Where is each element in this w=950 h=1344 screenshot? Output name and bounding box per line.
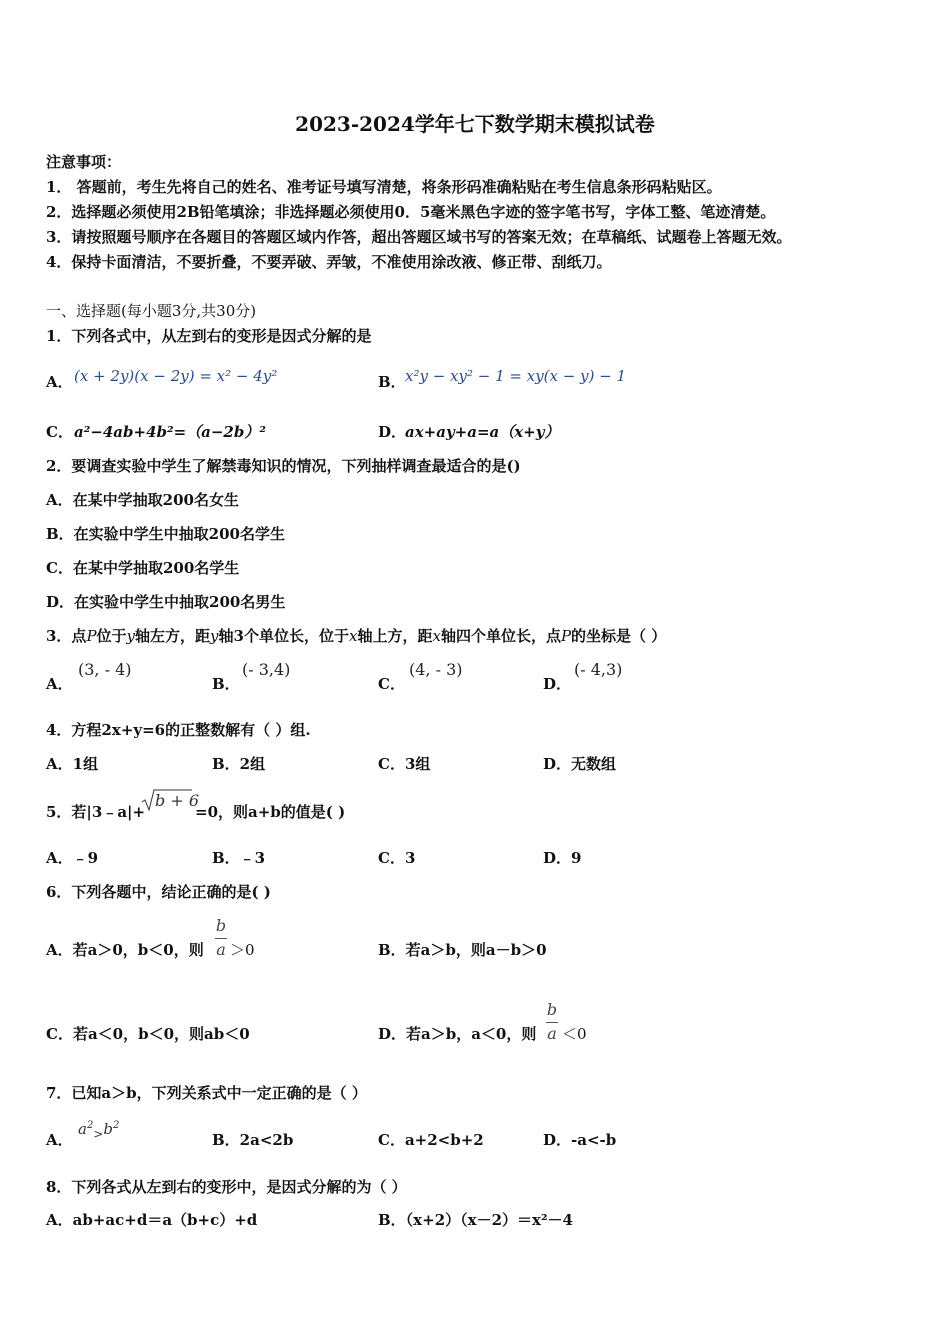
q6-option-d-text: D．若a＞b，a＜0，则	[378, 1025, 537, 1043]
q7-option-c: C．a+2<b+2	[378, 1131, 484, 1149]
q6-option-a-text: A．若a＞0，b＜0，则	[46, 941, 204, 959]
q2-option-c: C．在某中学抽取200名学生	[46, 559, 240, 577]
q7-a-exponent: 2	[86, 1120, 94, 1131]
fraction-bar	[546, 1022, 558, 1023]
q1-option-c: a²−4ab+4b²=（a−2b）²	[74, 423, 266, 441]
q3-option-a: (3, - 4)	[78, 660, 132, 679]
q3-text: 3．点	[46, 627, 87, 645]
q3-text: 轴上方，距	[357, 627, 433, 645]
q5-option-a: A．﹣9	[46, 849, 99, 867]
q3-option-b-label: B．	[212, 675, 240, 693]
q8-option-b: B．（x+2）（x－2）＝x²－4	[378, 1211, 573, 1229]
q3-var: y	[210, 627, 219, 645]
q6-a-denominator: a	[216, 940, 226, 959]
question-4-stem: 4．方程2x+y=6的正整数解有（ ）组.	[46, 721, 311, 739]
q3-option-a-label: A．	[46, 675, 73, 693]
q4-option-d: D．无数组	[543, 755, 617, 773]
question-3-stem	[46, 627, 666, 645]
q6-option-d-rel: ＜0	[562, 1025, 587, 1043]
q3-text: 位于	[96, 627, 127, 645]
q3-option-d: (- 4,3)	[574, 660, 623, 679]
q1-option-d-label: D．	[378, 423, 407, 441]
q1-option-b: x²y − xy² − 1 = xy(x − y) − 1	[405, 367, 627, 385]
q6-option-a-rel: ＞0	[230, 941, 255, 959]
q3-var: y	[126, 627, 136, 645]
q1-option-a: (x + 2y)(x − 2y) = x² − 4y²	[74, 367, 278, 385]
q3-var: P	[86, 627, 97, 645]
q4-option-c: C．3组	[378, 755, 431, 773]
page-title: 2023-2024学年七下数学期末模拟试卷	[295, 112, 655, 136]
q5-option-b: B．﹣3	[212, 849, 266, 867]
q1-option-c-label: C．	[46, 423, 73, 441]
q7-option-a-label: A．	[46, 1131, 73, 1149]
q2-option-d: D．在实验中学生中抽取200名男生	[46, 593, 286, 611]
q6-option-c: C．若a＜0，b＜0，则ab＜0	[46, 1025, 250, 1043]
q5-option-d: D．9	[543, 849, 582, 867]
q7-option-b: B．2a<2b	[212, 1131, 294, 1149]
question-8-stem: 8．下列各式从左到右的变形中，是因式分解的为（ ）	[46, 1178, 407, 1196]
fraction-bar	[215, 938, 227, 939]
notice-item: 4．保持卡面清洁，不要折叠，不要弄破、弄皱，不准使用涂改液、修正带、刮纸刀。	[46, 253, 612, 271]
q5-stem-part: =0，则a+b的值是( )	[195, 803, 346, 821]
q6-d-denominator: a	[547, 1024, 557, 1043]
q3-option-c-label: C．	[378, 675, 405, 693]
notice-item: 1． 答题前，考生先将自己的姓名、准考证号填写清楚，将条形码准确粘贴在考生信息条形码粘贴区。	[46, 178, 722, 196]
q7-option-d: D．-a<-b	[543, 1131, 617, 1149]
q1-option-b-label: B．	[378, 373, 406, 391]
question-7-stem: 7．已知a＞b，下列关系式中一定正确的是（ ）	[46, 1084, 367, 1102]
q4-option-a: A．1组	[46, 755, 99, 773]
q2-option-b: B．在实验中学生中抽取200名学生	[46, 525, 285, 543]
q8-option-a: A．ab+ac+d＝a（b+c）+d	[46, 1211, 258, 1229]
q3-option-b: (- 3,4)	[242, 660, 291, 679]
q6-option-b: B．若a＞b，则a－b＞0	[378, 941, 547, 959]
question-6-stem: 6．下列各题中，结论正确的是( )	[46, 883, 271, 901]
question-1-stem: 1．下列各式中，从左到右的变形是因式分解的是	[46, 327, 372, 345]
q3-text: 轴3个单位长，位于	[218, 627, 349, 645]
q3-text: 轴左方，距	[135, 627, 211, 645]
q7-a-operator: >	[93, 1127, 104, 1141]
q1-option-d: ax+ay+a=a（x+y）	[405, 423, 560, 441]
q5-radicand: b + 6	[155, 791, 199, 810]
q5-option-c: C．3	[378, 849, 416, 867]
q3-var: P	[560, 627, 572, 645]
q7-a-exponent: 2	[113, 1120, 120, 1131]
notice-item: 3．请按照题号顺序在各题目的答题区域内作答，超出答题区域书写的答案无效；在草稿纸、试题卷上答题无效。	[46, 228, 792, 246]
q3-text: 的坐标是（ ）	[571, 627, 667, 645]
q3-text: 轴四个单位长，点	[440, 627, 561, 645]
q1-option-a-label: A．	[46, 373, 73, 391]
q5-stem-part: 5．若|3﹣a|+	[46, 803, 146, 821]
q3-option-c: (4, - 3)	[409, 660, 463, 679]
q6-a-numerator: b	[215, 916, 227, 935]
q3-option-d-label: D．	[543, 675, 572, 693]
q2-option-a: A．在某中学抽取200名女生	[46, 491, 239, 509]
q3-var: x	[432, 627, 441, 645]
q7-option-a-expr	[78, 1120, 119, 1141]
q7-a-base: b	[103, 1120, 113, 1138]
q6-d-numerator: b	[546, 1000, 558, 1019]
notice-heading: 注意事项：	[46, 153, 122, 171]
notice-item: 2．选择题必须使用2B铅笔填涂；非选择题必须使用0．5毫米黑色字迹的签字笔书写，字体工整、笔迹清楚。	[46, 203, 776, 221]
q3-var: x	[348, 627, 358, 645]
q4-option-b: B．2组	[212, 755, 266, 773]
section-heading: 一、选择题(每小题3分,共30分)	[46, 302, 257, 320]
question-2-stem: 2．要调查实验中学生了解禁毒知识的情况，下列抽样调查最适合的是()	[46, 457, 521, 475]
q7-a-base: a	[78, 1120, 87, 1138]
